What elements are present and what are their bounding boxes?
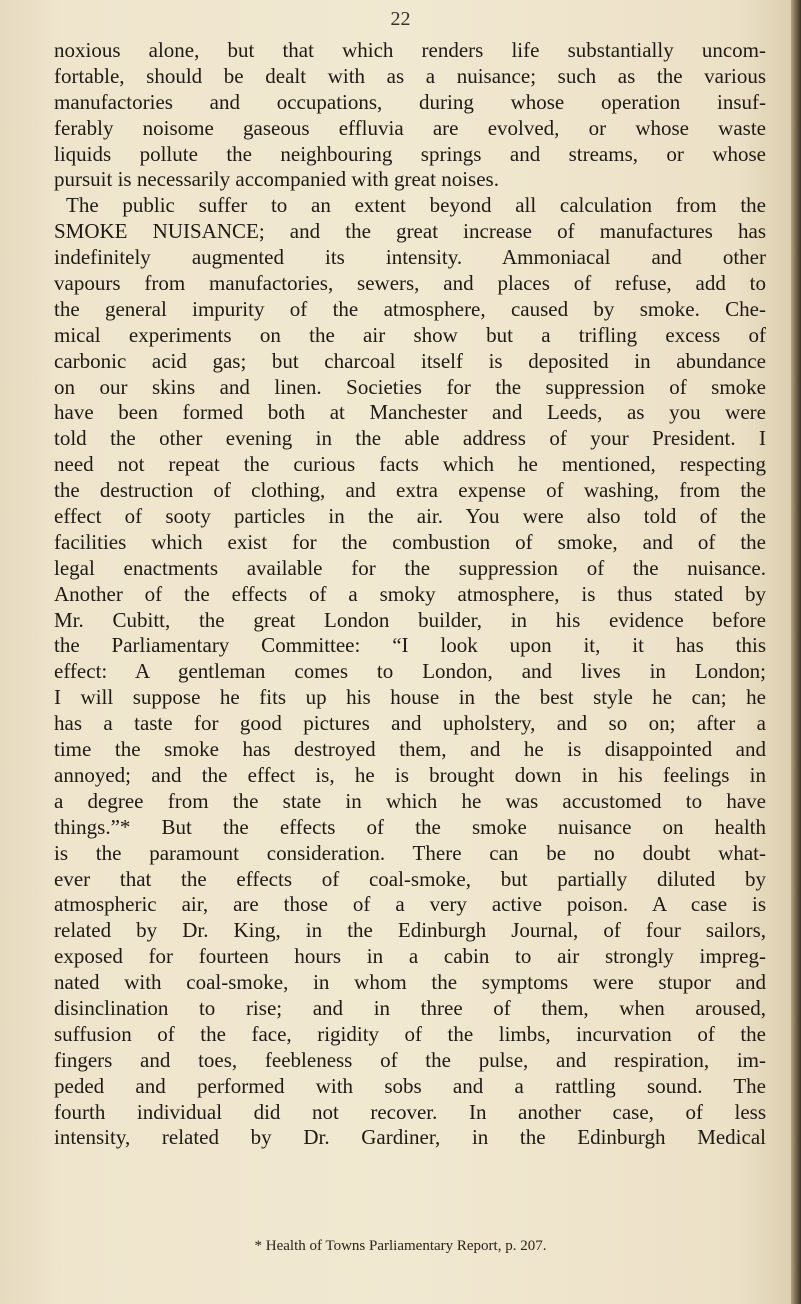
text-line: indefinitely augmented its intensity. Ammoniacal and other — [54, 245, 766, 270]
text-line: manufactories and occupations, during whose operation insuf- — [54, 89, 766, 114]
text-line: the general impurity of the atmosphere, caused by smoke. Che- — [54, 296, 766, 321]
text-line: is the paramount consideration. There can be no doubt what- — [54, 840, 766, 865]
text-line: Another of the effects of a smoky atmosphere, is thus stated by — [54, 581, 766, 606]
body-text — [54, 38, 766, 1151]
page-edge-shadow — [791, 0, 801, 1304]
page-number: 22 — [390, 8, 411, 30]
text-line: disinclination to rise; and in three of them, when aroused, — [54, 995, 766, 1020]
text-line: effect of sooty particles in the air. You were also told of the — [54, 504, 766, 529]
text-line: SMOKE NUISANCE; and the great increase of manufactures has — [54, 219, 766, 244]
text-line: on our skins and linen. Societies for the suppression of smoke — [54, 374, 766, 399]
text-line: nated with coal-smoke, in whom the symptoms were stupor and — [54, 970, 766, 995]
text-line: need not repeat the curious facts which he mentioned, respecting — [54, 452, 766, 477]
text-line: effect: A gentleman comes to London, and lives in London; — [54, 659, 766, 684]
text-line: liquids pollute the neighbouring springs and streams, or whose — [54, 141, 766, 166]
text-line: suffusion of the face, rigidity of the limbs, incurvation of the — [54, 1021, 766, 1046]
text-line: fortable, should be dealt with as a nuisance; such as the various — [54, 63, 766, 88]
text-line: the destruction of clothing, and extra expense of washing, from the — [54, 478, 766, 503]
text-line: atmospheric air, are those of a very active poison. A case is — [54, 892, 766, 917]
text-line: fingers and toes, feebleness of the pulse, and respiration, im- — [54, 1047, 766, 1072]
text-line: pursuit is necessarily accompanied with great noises. — [54, 167, 499, 192]
text-line: vapours from manufactories, sewers, and places of refuse, add to — [54, 271, 766, 296]
text-line: has a taste for good pictures and upholstery, and so on; after a — [54, 711, 766, 736]
text-line: peded and performed with sobs and a rattling sound. The — [54, 1073, 766, 1098]
text-line: legal enactments available for the suppression of the nuisance. — [54, 555, 766, 580]
text-line: the Parliamentary Committee: “I look upon it, it has this — [54, 633, 766, 658]
text-line: fourth individual did not recover. In another case, of less — [54, 1099, 766, 1124]
text-line: told the other evening in the able address of your President. I — [54, 426, 766, 451]
text-line: mical experiments on the air show but a trifling excess of — [54, 322, 766, 347]
text-line: I will suppose he fits up his house in the best style he can; he — [54, 685, 766, 710]
text-line: things.”* But the effects of the smoke nuisance on health — [54, 814, 766, 839]
footnote: * Health of Towns Parliamentary Report, p. 207. — [254, 1238, 547, 1254]
text-line: time the smoke has destroyed them, and he is disappointed and — [54, 737, 766, 762]
text-line: ferably noisome gaseous effluvia are evolved, or whose waste — [54, 115, 766, 140]
text-line: have been formed both at Manchester and Leeds, as you were — [54, 400, 766, 425]
text-line: noxious alone, but that which renders life substantially uncom- — [54, 38, 766, 62]
text-line: carbonic acid gas; but charcoal itself is deposited in abundance — [54, 348, 766, 373]
text-line: The public suffer to an extent beyond all calculation from the — [66, 193, 766, 218]
text-line: exposed for fourteen hours in a cabin to air strongly impreg- — [54, 944, 766, 969]
text-line: related by Dr. King, in the Edinburgh Journal, of four sailors, — [54, 918, 766, 943]
text-line: ever that the effects of coal-smoke, but partially diluted by — [54, 866, 766, 891]
text-line: a degree from the state in which he was accustomed to have — [54, 788, 766, 813]
text-line: annoyed; and the effect is, he is brought down in his feelings in — [54, 762, 766, 787]
text-line: Mr. Cubitt, the great London builder, in his evidence before — [54, 607, 766, 632]
text-line: intensity, related by Dr. Gardiner, in the Edinburgh Medical — [54, 1125, 766, 1150]
text-line: facilities which exist for the combustion of smoke, and of the — [54, 529, 766, 554]
